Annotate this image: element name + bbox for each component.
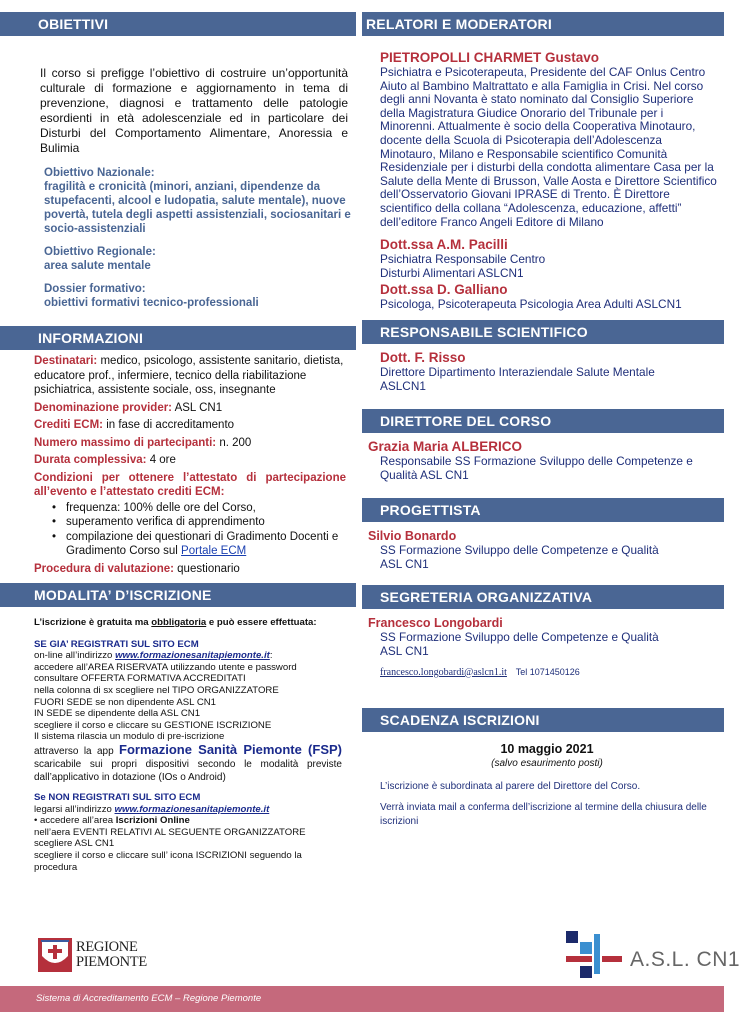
scadenza-p2: Verrà inviata mail a conferma dell’iscrizione al termine della chiusura delle iscrizioni — [380, 801, 707, 827]
scadenza-section — [362, 732, 724, 829]
regione-piemonte-logo — [38, 938, 168, 979]
footer-text: Sistema di Accreditamento ECM – Regione Piemonte — [36, 993, 262, 1004]
relatori-header: RELATORI E MODERATORI — [362, 12, 724, 36]
obiettivo-regionale — [0, 245, 356, 273]
site-link[interactable]: www.formazionesanitapiemonte.it — [114, 803, 270, 815]
footer-band — [0, 986, 724, 1012]
destinatari: Destinatari: medico, psicologo, assistente sanitario, dietista, educatore prof., infermiere, tecnico della riabilitazione psichiatrica, assistente sociale, oss, insegnante — [34, 355, 344, 396]
relatore-3 — [362, 280, 724, 312]
responsabile-header: RESPONSABILE SCIENTIFICO — [362, 320, 724, 344]
dossier-formativo-value: obiettivi formativi tecnico-professionali — [44, 297, 259, 309]
segreteria-section — [362, 609, 724, 677]
non-line: scegliere il corso e cliccare sull’ icona ISCRIZIONI seguendo la procedura — [34, 849, 302, 873]
procedura-valutazione: Procedura di valutazione: questionario — [34, 562, 240, 575]
relatore-name: Dott.ssa A.M. Pacilli — [380, 237, 508, 253]
relatore-desc: Psichiatra Responsabile Centro Disturbi Alimentari ASLCN1 — [380, 252, 546, 280]
responsabile-section — [362, 344, 724, 393]
progettista-header: PROGETTISTA — [362, 498, 724, 522]
modalita-header: MODALITA’ D’ISCRIZIONE — [0, 583, 356, 607]
gia-line: scegliere il corso e cliccare su GESTIONE ISCRIZIONE — [34, 719, 272, 731]
non-line: nell’aera EVENTI RELATIVI AL SEGUENTE ORGANIZZATORE — [34, 826, 306, 838]
gia-line: Il sistema rilascia un modulo di pre-iscrizione — [34, 731, 225, 743]
dossier-formativo-label: Dossier formativo: — [44, 283, 146, 295]
obiettivi-header: OBIETTIVI — [0, 12, 356, 36]
obiettivo-regionale-value: area salute mentale — [44, 260, 151, 272]
gia-line-online: on-line all’indirizzo www.formazionesanitapiemonte.it: — [34, 650, 273, 662]
gia-line: FUORI SEDE se non dipendente ASL CN1 — [34, 696, 217, 708]
left-column — [0, 0, 356, 873]
regione-line2: PIEMONTE — [76, 954, 147, 970]
scadenza-header: SCADENZA ISCRIZIONI — [362, 708, 724, 732]
informazioni-section — [0, 350, 356, 576]
segreteria-desc: SS Formazione Sviluppo delle Competenze e Qualità ASL CN1 — [380, 630, 659, 659]
portale-ecm-link[interactable]: Portale ECM — [181, 545, 247, 557]
gia-line: nella colonna di sx scegliere nel TIPO ORGANIZZATORE — [34, 684, 279, 696]
responsabile-name: Dott. F. Risso — [380, 349, 466, 365]
direttore-desc: Responsabile SS Formazione Sviluppo delle Competenze e Qualità ASL CN1 — [380, 454, 693, 482]
obiettivo-nazionale-value: fragilità e cronicità (minori, anziani, dipendenze da stupefacenti, alcool e ludopatia, salute mentale), nuove povertà, tutela degli aspetti assistenziali, sociosanitari e socio-assistenziali — [44, 181, 351, 235]
relatore-1 — [362, 36, 724, 229]
asl-text: A.S.L. CN1 — [630, 948, 740, 971]
condizioni-list — [52, 501, 346, 559]
non-line-online: legarsi all’indirizzo www.formazionesanitapiemonte.it — [34, 803, 270, 815]
provider: Denominazione provider: ASL CN1 — [34, 401, 223, 414]
site-link[interactable]: www.formazionesanitapiemonte.it — [115, 650, 270, 662]
relatore-desc: Psicologa, Psicoterapeuta Psicologia Area Adulti ASLCN1 — [380, 297, 682, 312]
crediti-ecm: Crediti ECM: in fase di accreditamento — [34, 419, 235, 431]
numero-partecipanti: Numero massimo di partecipanti: n. 200 — [34, 436, 252, 449]
modalita-section — [0, 607, 356, 873]
asl-cn1-logo — [566, 928, 740, 985]
relatore-2 — [362, 229, 724, 280]
gia-line: IN SEDE se dipendente della ASL CN1 — [34, 708, 201, 720]
asl-cross-icon — [566, 928, 626, 980]
scadenza-note: (salvo esaurimento posti) — [491, 757, 603, 769]
relatore-desc: Psichiatra e Psicoterapeuta, Presidente del CAF Onlus Centro Aiuto al Bambino Maltrattato e alla Famiglia in Crisi. Nel corso degli anni Novanta è stato nominato dal Consiglio Superiore della Magistratura Giudice Onorario del Tribunale per i Minorenni. Attualmente è socio della Cooperativa Minotauro, docente della Scuola di Psicoterapia dell’Adolescenza Minotauro, Milano e Responsabile scientifico Comunità Residenziale per i disturbi della condotta alimentare Casa per la Salute della Mente di Brusson, Valle Aosta e Direttore Scientifico dell’Osservatorio Giovani IPRASE di Trento. È Direttore scientifico della collana “Adolescenza, educazione, affetti” dell’editore Franco Angeli Editore di Milano — [380, 65, 717, 229]
responsabile-desc: Direttore Dipartimento Interaziendale Salute Mentale ASLCN1 — [380, 364, 655, 393]
obiettivo-nazionale-label: Obiettivo Nazionale: — [44, 167, 155, 179]
obiettivo-regionale-label: Obiettivo Regionale: — [44, 246, 156, 258]
modalita-intro: L’iscrizione è gratuita ma obbligatoria e può essere effettuata: — [34, 617, 317, 628]
non-registrati-title: Se NON REGISTRATI SUL SITO ECM — [34, 791, 201, 803]
relatore-name: PIETROPOLLI CHARMET Gustavo — [380, 50, 600, 65]
progettista-section — [362, 522, 724, 571]
gia-line: accedere all’AREA RISERVATA utilizzando utente e password — [34, 661, 297, 673]
progettista-desc: SS Formazione Sviluppo delle Competenze e Qualità ASL CN1 — [380, 543, 659, 571]
gia-line: consultare OFFERTA FORMATIVA ACCREDITATI — [34, 673, 246, 685]
obiettivo-nazionale — [0, 166, 356, 236]
dossier-formativo — [0, 282, 356, 310]
direttore-name: Grazia Maria ALBERICO — [368, 439, 523, 455]
list-item: • frequenza: 100% delle ore del Corso, — [52, 501, 346, 516]
list-item: • compilazione dei questionari di Gradimento Docenti e Gradimento Corso sul Portale ECM — [52, 530, 346, 559]
non-line: scegliere ASL CN1 — [34, 838, 115, 850]
obiettivi-text: Il corso si prefigge l’obiettivo di costruire un’opportunità culturale di formazione e aggiornamento in tema di prevenzione, diagnosi e trattamento delle patologie esordienti in età adolescenziale ed in particolare dei Disturbi del Comportamento Alimentare, Anoressia e Bulimia — [40, 66, 348, 155]
right-column — [362, 0, 724, 829]
relatore-name: Dott.ssa D. Galliano — [380, 282, 508, 298]
regione-line1: REGIONE — [76, 939, 138, 955]
direttore-section — [362, 433, 724, 482]
gia-registrati-title: SE GIA’ REGISTRATI SUL SITO ECM — [34, 638, 199, 650]
segreteria-email[interactable]: francesco.longobardi@aslcn1.it — [380, 666, 507, 678]
scadenza-p1: L’iscrizione è subordinata al parere del Direttore del Corso. — [380, 780, 641, 792]
app-name: Formazione Sanità Piemonte (FSP) — [119, 741, 342, 757]
segreteria-tel: Tel 1071450126 — [515, 666, 580, 677]
scadenza-date: 10 maggio 2021 — [500, 741, 594, 756]
segreteria-contact — [368, 667, 718, 678]
informazioni-header: INFORMAZIONI — [0, 326, 356, 350]
durata: Durata complessiva: 4 ore — [34, 454, 176, 466]
list-item: • superamento verifica di apprendimento — [52, 515, 346, 530]
segreteria-name: Francesco Longobardi — [368, 616, 503, 631]
non-line-access: • accedere all’area Iscrizioni Online — [34, 815, 190, 827]
segreteria-header: SEGRETERIA ORGANIZZATIVA — [362, 585, 724, 609]
app-paragraph: attraverso la app Formazione Sanità Piemonte (FSP) scaricabile sui propri dispositivi secondo le modalità previste dall’applicativo in dotazione (IOs o Android) — [34, 741, 342, 783]
condizioni-label: Condizioni per ottenere l’attestato di partecipazione all’evento e l’attestato crediti ECM: — [34, 471, 346, 498]
direttore-header: DIRETTORE DEL CORSO — [362, 409, 724, 433]
progettista-name: Silvio Bonardo — [368, 529, 457, 544]
